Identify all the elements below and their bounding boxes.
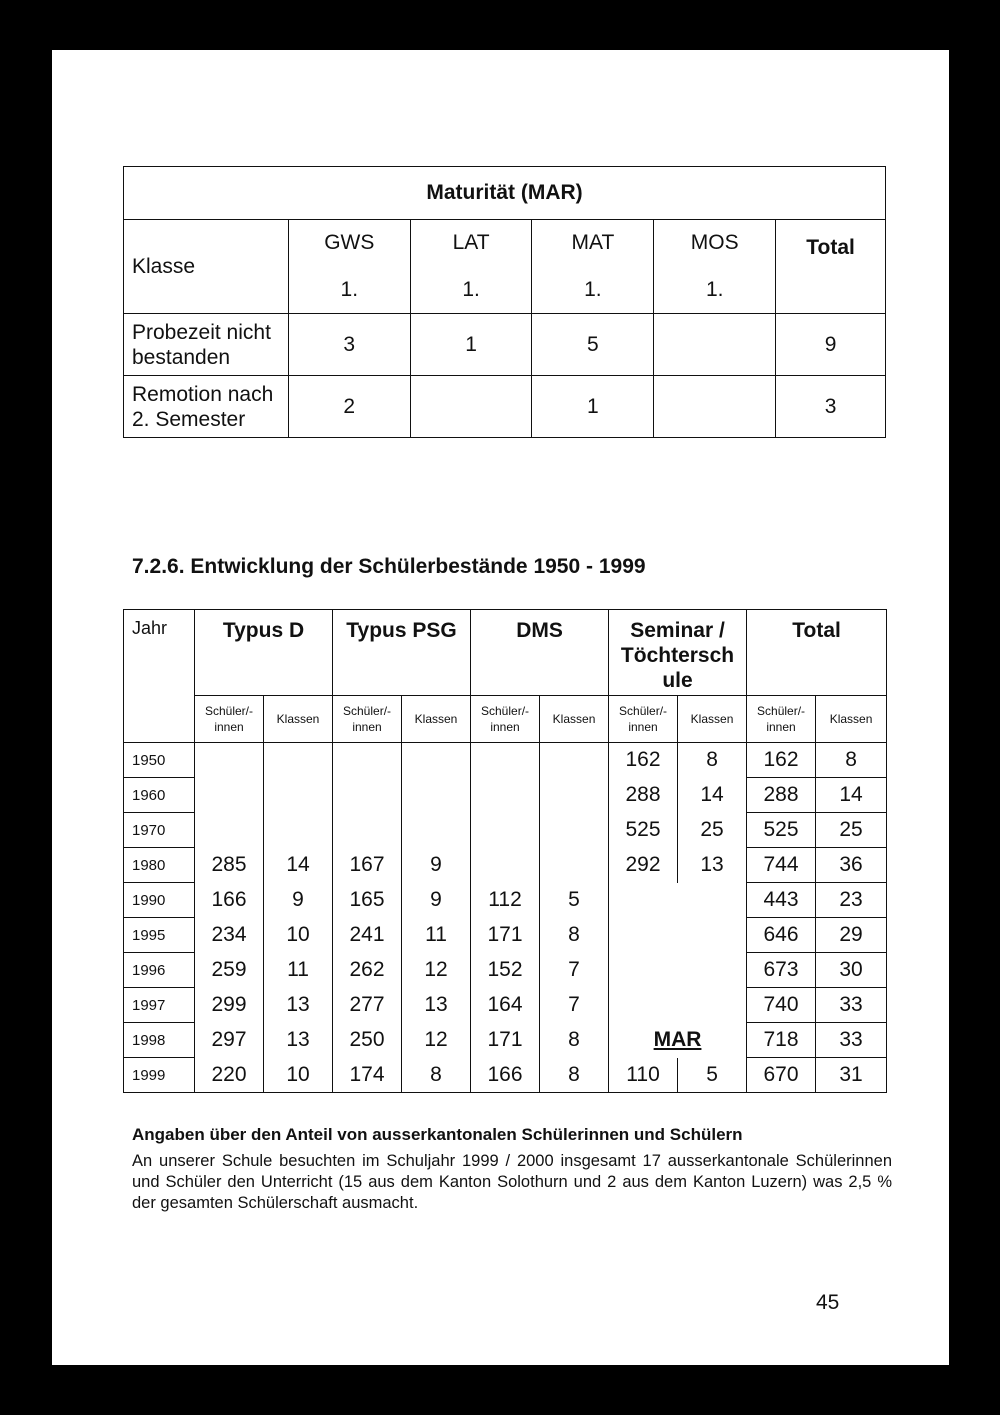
table-cell: 259 (195, 953, 264, 988)
table-cell: 112 (471, 883, 540, 918)
table-cell (678, 918, 747, 953)
table-row (124, 988, 887, 1023)
table-cell: 262 (333, 953, 402, 988)
table-cell: 5 (678, 1058, 747, 1093)
table-cell: 7 (540, 988, 609, 1023)
year-cell: 1990 (124, 883, 195, 918)
table-cell: 14 (264, 848, 333, 883)
table-cell: 673 (747, 953, 816, 988)
jahr-header: Jahr (124, 610, 195, 696)
table-cell: 740 (747, 988, 816, 1023)
table-cell: 8 (540, 1058, 609, 1093)
table-cell (609, 883, 678, 918)
table-cell: 33 (816, 988, 887, 1023)
table-cell: 285 (195, 848, 264, 883)
table-cell: 171 (471, 1023, 540, 1058)
row-label-probezeit: Probezeit nicht bestanden (124, 314, 289, 376)
table-cell: 3 (776, 376, 886, 438)
table-cell: 167 (333, 848, 402, 883)
table-cell: 277 (333, 988, 402, 1023)
sub-klassen: Klassen (816, 696, 887, 743)
table-cell: 164 (471, 988, 540, 1023)
table-cell: 36 (816, 848, 887, 883)
col-lat: LAT (410, 220, 532, 267)
table-cell: 297 (195, 1023, 264, 1058)
table-cell: 166 (195, 883, 264, 918)
table-cell: 8 (816, 743, 887, 778)
table-cell (654, 314, 776, 376)
table-cell (471, 743, 540, 778)
group-typus-d: Typus D (195, 610, 333, 696)
table-cell (402, 778, 471, 813)
group-typus-psg: Typus PSG (333, 610, 471, 696)
table-row (124, 1058, 887, 1093)
table-cell: 13 (264, 988, 333, 1023)
table-cell (195, 778, 264, 813)
maturitaet-title: Maturität (MAR) (124, 167, 886, 220)
table-cell: 171 (471, 918, 540, 953)
table-row (124, 1023, 887, 1058)
sub-schueler: Schüler/- innen (333, 696, 402, 743)
table-cell: 241 (333, 918, 402, 953)
table-cell (609, 988, 678, 1023)
table-cell: 174 (333, 1058, 402, 1093)
sub-klassen: Klassen (540, 696, 609, 743)
table-cell: 220 (195, 1058, 264, 1093)
table-cell (678, 988, 747, 1023)
table-cell (264, 743, 333, 778)
table-cell: 14 (816, 778, 887, 813)
col-gws: GWS (288, 220, 410, 267)
table-cell: 7 (540, 953, 609, 988)
table-cell (678, 953, 747, 988)
table-cell: 110 (609, 1058, 678, 1093)
table-cell (540, 813, 609, 848)
table-row (124, 848, 887, 883)
sub-schueler: Schüler/- innen (195, 696, 264, 743)
table-cell: 2 (288, 376, 410, 438)
year-cell: 1980 (124, 848, 195, 883)
table-cell: 165 (333, 883, 402, 918)
table-cell: 5 (540, 883, 609, 918)
mar-label: MAR (609, 1023, 747, 1058)
table-cell: 9 (776, 314, 886, 376)
table-row (124, 918, 887, 953)
table-cell: 292 (609, 848, 678, 883)
klasse-header: Klasse (124, 220, 289, 314)
note-title: Angaben über den Anteil von ausserkantonalen Schülerinnen und Schülern (132, 1125, 743, 1144)
table-cell: 299 (195, 988, 264, 1023)
table-cell: 10 (264, 1058, 333, 1093)
table-cell: 9 (402, 848, 471, 883)
year-cell: 1995 (124, 918, 195, 953)
table-cell (471, 813, 540, 848)
sub-klassen: Klassen (264, 696, 333, 743)
maturitaet-table (123, 166, 886, 438)
table-cell: 288 (747, 778, 816, 813)
table-cell: 11 (264, 953, 333, 988)
table-cell: 9 (264, 883, 333, 918)
table-cell (471, 848, 540, 883)
group-total: Total (747, 610, 887, 696)
year-cell: 1997 (124, 988, 195, 1023)
table-row (124, 778, 887, 813)
table-cell: 162 (747, 743, 816, 778)
col-lat-sub: 1. (410, 267, 532, 314)
col-mos: MOS (654, 220, 776, 267)
table-cell (540, 778, 609, 813)
table-cell (264, 778, 333, 813)
table-cell: 14 (678, 778, 747, 813)
table-cell: 9 (402, 883, 471, 918)
table-cell (410, 376, 532, 438)
table-cell: 12 (402, 953, 471, 988)
col-mos-sub: 1. (654, 267, 776, 314)
bestand-body (124, 743, 887, 1093)
table-cell: 33 (816, 1023, 887, 1058)
table-cell (471, 778, 540, 813)
table-cell: 525 (609, 813, 678, 848)
table-cell: 8 (540, 1023, 609, 1058)
table-cell: 162 (609, 743, 678, 778)
table-row (124, 743, 887, 778)
year-cell: 1950 (124, 743, 195, 778)
col-gws-sub: 1. (288, 267, 410, 314)
table-cell: 670 (747, 1058, 816, 1093)
table-cell: 12 (402, 1023, 471, 1058)
year-cell: 1998 (124, 1023, 195, 1058)
sub-schueler: Schüler/- innen (471, 696, 540, 743)
table-cell: 250 (333, 1023, 402, 1058)
table-cell (333, 813, 402, 848)
table-cell: 31 (816, 1058, 887, 1093)
year-cell: 1996 (124, 953, 195, 988)
table-cell: 23 (816, 883, 887, 918)
table-cell: 8 (540, 918, 609, 953)
table-cell: 525 (747, 813, 816, 848)
table-cell (402, 743, 471, 778)
table-cell: 29 (816, 918, 887, 953)
table-cell: 646 (747, 918, 816, 953)
sub-schueler: Schüler/- innen (609, 696, 678, 743)
sub-klassen: Klassen (402, 696, 471, 743)
table-cell: 443 (747, 883, 816, 918)
year-cell: 1970 (124, 813, 195, 848)
sub-klassen: Klassen (678, 696, 747, 743)
table-cell (540, 848, 609, 883)
table-cell (654, 376, 776, 438)
col-mat: MAT (532, 220, 654, 267)
sub-schueler: Schüler/- innen (747, 696, 816, 743)
table-cell: 13 (402, 988, 471, 1023)
table-cell (195, 813, 264, 848)
table-cell (678, 883, 747, 918)
table-cell: 166 (471, 1058, 540, 1093)
table-cell (333, 778, 402, 813)
table-cell: 744 (747, 848, 816, 883)
note-text: An unserer Schule besuchten im Schuljahr 1999 / 2000 insgesamt 17 ausserkantonale Schülerinnen und Schüler den Unterricht (15 aus dem Kanton Solothurn und 2 aus dem Kanton Luzern) was 2,5 % der gesamten Schülerschaft ausmacht. (132, 1152, 892, 1212)
table-cell: 234 (195, 918, 264, 953)
group-seminar: Seminar / Töchtersch ule (609, 610, 747, 696)
jahr-spacer (124, 696, 195, 743)
table-cell: 5 (532, 314, 654, 376)
section-heading: 7.2.6. Entwicklung der Schülerbestände 1950 - 1999 (132, 555, 646, 578)
col-mat-sub: 1. (532, 267, 654, 314)
table-cell (402, 813, 471, 848)
group-dms: DMS (471, 610, 609, 696)
table-row (124, 813, 887, 848)
table-cell: 30 (816, 953, 887, 988)
col-total: Total (776, 220, 886, 314)
table-cell: 718 (747, 1023, 816, 1058)
table-cell (540, 743, 609, 778)
table-cell: 11 (402, 918, 471, 953)
table-cell: 13 (678, 848, 747, 883)
table-cell (264, 813, 333, 848)
year-cell: 1999 (124, 1058, 195, 1093)
table-row (124, 953, 887, 988)
table-cell: 288 (609, 778, 678, 813)
table-cell: 25 (816, 813, 887, 848)
table-cell: 1 (532, 376, 654, 438)
table-row (124, 883, 887, 918)
table-cell (609, 953, 678, 988)
table-cell (333, 743, 402, 778)
table-cell: 25 (678, 813, 747, 848)
table-cell (195, 743, 264, 778)
year-cell: 1960 (124, 778, 195, 813)
bestand-table (123, 609, 887, 1093)
table-cell: 3 (288, 314, 410, 376)
table-cell: 10 (264, 918, 333, 953)
table-cell: 8 (402, 1058, 471, 1093)
table-cell: 13 (264, 1023, 333, 1058)
document-page (52, 50, 949, 1365)
table-cell: 152 (471, 953, 540, 988)
table-cell: 1 (410, 314, 532, 376)
page-number: 45 (816, 1291, 840, 1314)
table-cell: 8 (678, 743, 747, 778)
table-cell (609, 918, 678, 953)
row-label-remotion: Remotion nach 2. Semester (124, 376, 289, 438)
